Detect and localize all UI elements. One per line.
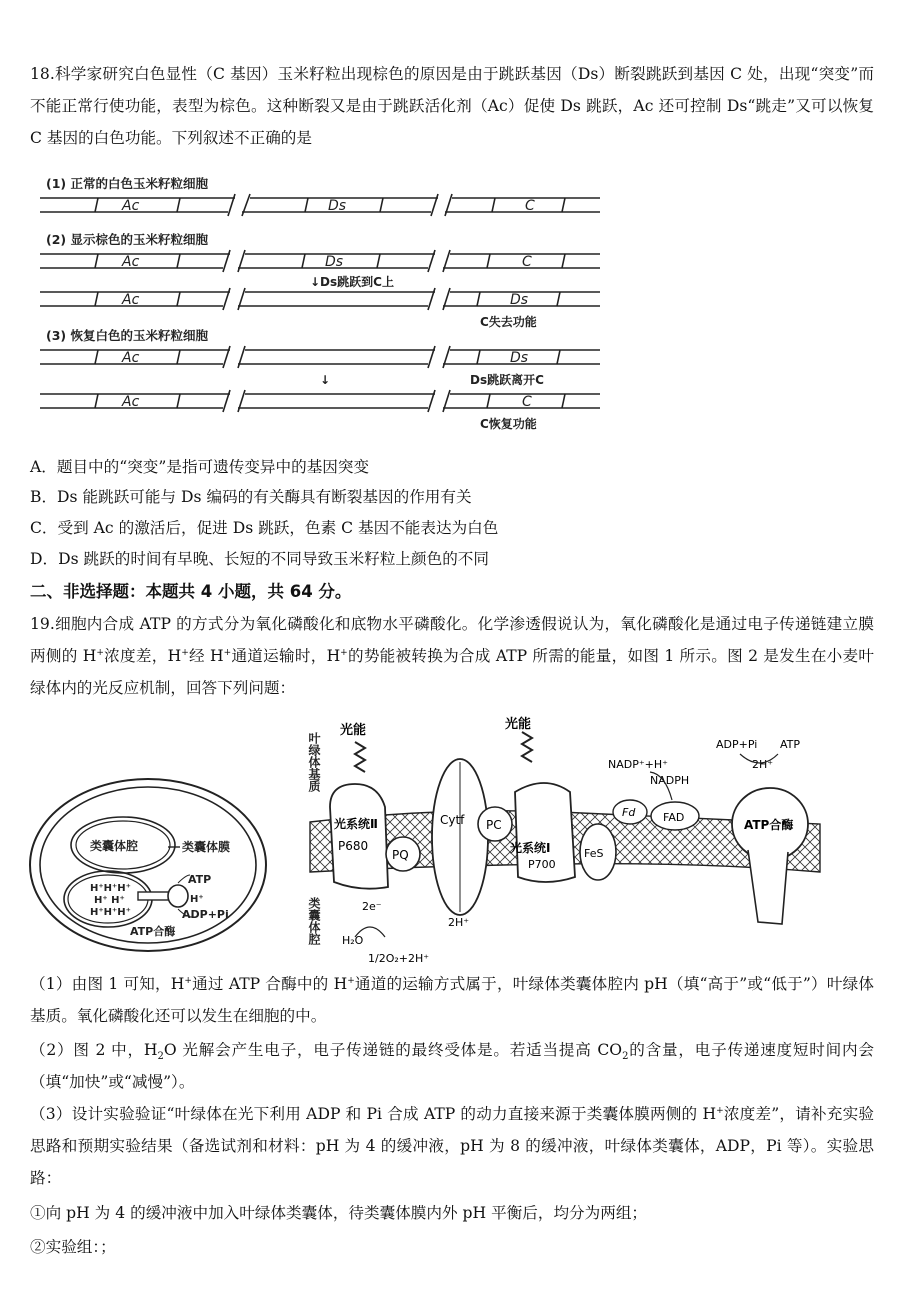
q19-step2: ②实验组：； bbox=[30, 1238, 116, 1256]
pq-label: PQ bbox=[392, 848, 409, 862]
q18-option-a: A．题目中的“突变”是指可遗传变异中的基因突变 bbox=[30, 458, 370, 476]
fig1-hp: H⁺ bbox=[190, 894, 204, 905]
gene-ds-2b: Ds bbox=[510, 292, 529, 308]
panel1-title: (1) 正常的白色玉米籽粒细胞 bbox=[46, 176, 208, 191]
fig1-synthase: ATP合酶 bbox=[130, 925, 176, 938]
q19-sub1: （1）由图 1 可知，H+通过 ATP 合酶中的 H+通道的运输方式属于，叶绿体类囊体腔内 pH（填“高于”或“低于”）叶绿体基质。氧化磷酸化还可以发生在细胞的中。 bbox=[30, 975, 874, 1025]
note-c-restores: C恢复功能 bbox=[480, 417, 537, 431]
q19-figure-1 bbox=[28, 775, 278, 955]
q19-step1: ①向 pH 为 4 的缓冲液中加入叶绿体类囊体，待类囊体膜内外 pH 平衡后，均分为两组； bbox=[30, 1204, 648, 1222]
fig1-hplus-3: H⁺H⁺H⁺ bbox=[90, 907, 131, 918]
gene-c-2a: C bbox=[522, 254, 532, 270]
gene-ds-3a: Ds bbox=[510, 350, 529, 366]
q18-figure bbox=[40, 170, 610, 435]
section-heading: 二、非选择题：本题共 4 小题，共 64 分。 bbox=[30, 582, 352, 601]
fig2-lumen-label bbox=[307, 896, 321, 946]
gene-c-3b: C bbox=[522, 394, 532, 410]
q18-option-c: C．受到 Ac 的激活后，促进 Ds 跳跃，色素 C 基因不能表达为白色 bbox=[30, 519, 499, 537]
p700-label: P700 bbox=[528, 858, 556, 871]
svg-text:叶绿体基质: 叶绿体基质 bbox=[307, 732, 321, 792]
fig1-lumen-label: 类囊体腔 bbox=[90, 839, 139, 853]
panel2-title: (2) 显示棕色的玉米籽粒细胞 bbox=[46, 232, 208, 247]
light-2-label: 光能 bbox=[505, 717, 532, 732]
fd-label: Fd bbox=[622, 806, 636, 819]
gene-ac-3b: Ac bbox=[122, 394, 140, 410]
gene-ds-1: Ds bbox=[328, 198, 347, 214]
q18-option-d: D．Ds 跳跃的时间有早晚、长短的不同导致玉米籽粒上颜色的不同 bbox=[30, 550, 489, 568]
ps2-label: 光系统Ⅱ bbox=[334, 817, 378, 831]
fig1-atp: ATP bbox=[188, 873, 212, 886]
gene-ac-1: Ac bbox=[122, 198, 140, 214]
atp-label: ATP bbox=[780, 738, 801, 751]
light-zigzag-1 bbox=[355, 742, 365, 772]
fig1-membrane-label: 类囊体膜 bbox=[182, 840, 231, 854]
q19-sub2: （2）图 2 中，$H_2O$ 光解会产生电子，电子传递链的最终受体是。若适当提高 $CO_2$的含量，电子传递速度短时间内会（填“加快”或“减慢”）。 bbox=[30, 1041, 874, 1091]
note-c-loses-function: C失去功能 bbox=[480, 315, 537, 329]
fad-label: FAD bbox=[663, 811, 685, 824]
q19-sub3: （3）设计实验验证“叶绿体在光下利用 ADP 和 Pi 合成 ATP 的动力直接来源于类囊体膜两侧的 H+浓度差”，请补充实验思路和预期实验结果（备选试剂和材料：pH 为 4 的缓冲液，pH 为 8 的缓冲液，叶绿体类囊体，ADP，Pi 等）。实验思路： bbox=[30, 1105, 874, 1187]
gene-ac-2b: Ac bbox=[122, 292, 140, 308]
2e-label: 2e⁻ bbox=[362, 900, 382, 913]
gene-c-1: C bbox=[525, 198, 535, 214]
q19-figure-2 bbox=[300, 712, 840, 967]
note-ds-leaves-c: Ds跳跃离开C bbox=[470, 373, 544, 387]
fig2-stroma-label bbox=[307, 732, 321, 793]
light-zigzag-2 bbox=[522, 732, 532, 762]
nadph-label: NADPH bbox=[650, 774, 690, 787]
pc-label: PC bbox=[486, 818, 502, 832]
nadp-label: NADP⁺+H⁺ bbox=[608, 758, 668, 771]
cytf-label: Cytf bbox=[440, 813, 465, 827]
q18-option-b: B．Ds 能跳跃可能与 Ds 编码的有关酶具有断裂基因的作用有关 bbox=[30, 488, 472, 506]
h2o-label: H₂O bbox=[342, 934, 364, 947]
panel3-title: (3) 恢复白色的玉米籽粒细胞 bbox=[46, 328, 208, 343]
q19-stem: 19.细胞内合成 ATP 的方式分为氧化磷酸化和底物水平磷酸化。化学渗透假说认为，氧化磷酸化是通过电子传递链建立膜两侧的 H+浓度差，H+经 H+通道运输时，H+的势能被转换为合成 ATP 所需的能量，如图 1 所示。图 2 是发生在小麦叶绿体内的光反应机制，回答下列问题： bbox=[30, 615, 874, 697]
2h-label: 2H⁺ bbox=[752, 758, 774, 771]
adp-label: ADP+Pi bbox=[716, 738, 758, 751]
q18-stem: 18.科学家研究白色显性（C 基因）玉米籽粒出现棕色的原因是由于跳跃基因（Ds）断裂跳跃到基因 C 处，出现“突变”而不能正常行使功能，表型为棕色。这种断裂又是由于跳跃活化剂（Ac）促使 Ds 跳跃，Ac 还可控制 Ds“跳走”又可以恢复 C 基因的白色功能。下列叙述不正确的是 bbox=[30, 65, 874, 147]
arrow-panel3: ↓ bbox=[320, 373, 331, 387]
ps2-shape bbox=[330, 784, 388, 889]
fig1-hplus-1: H⁺H⁺H⁺ bbox=[90, 883, 131, 894]
arrow-ds-jump-to-c: ↓Ds跳跃到C上 bbox=[310, 275, 394, 289]
p680-label: P680 bbox=[338, 839, 369, 853]
gene-ac-3a: Ac bbox=[122, 350, 140, 366]
o2-label: 1/2O₂+2H⁺ bbox=[368, 952, 430, 965]
fig1-adp: ADP+Pi bbox=[182, 908, 229, 921]
gene-ds-2a: Ds bbox=[325, 254, 344, 270]
fig1-hplus-2: H⁺ H⁺ bbox=[94, 895, 125, 906]
light-1-label: 光能 bbox=[340, 723, 367, 738]
gene-ac-2a: Ac bbox=[122, 254, 140, 270]
synthase-label: ATP合酶 bbox=[744, 818, 794, 832]
fes-label: FeS bbox=[584, 847, 604, 860]
svg-text:类囊体腔: 类囊体腔 bbox=[307, 897, 321, 945]
2h-low-label: 2H⁺ bbox=[448, 916, 470, 929]
ps1-label: 光系统Ⅰ bbox=[510, 841, 551, 855]
